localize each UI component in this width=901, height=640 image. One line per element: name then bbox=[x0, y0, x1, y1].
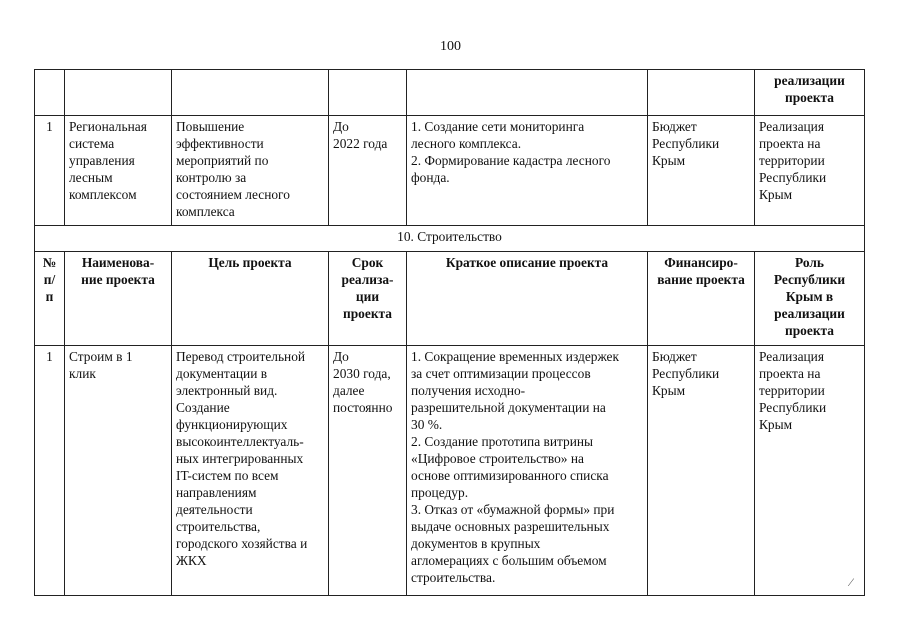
cell-description: 1. Сокращение временных издержек за счет оптимизации процессов получения исходно- разрешительной документации на 30 %. 2. Создание прототипа витрины «Цифровое строительство» на основе оптимизированного списка процедур. 3. Отказ от «бумажной формы» при выдаче основных разрешительных документов в крупных агломерациях с большим объемом строительства. bbox=[407, 346, 648, 596]
table-row-continued bbox=[35, 70, 865, 116]
scan-mark: ⁄ bbox=[850, 575, 853, 589]
cell-num: 1 bbox=[35, 346, 65, 596]
cell-financing bbox=[648, 70, 755, 116]
cell-num: 1 bbox=[35, 116, 65, 226]
header-description: Краткое описание проекта bbox=[407, 252, 648, 346]
table-row-forest-project bbox=[35, 116, 865, 226]
cell-term: До 2022 года bbox=[329, 116, 407, 226]
header-num: № п/ п bbox=[35, 252, 65, 346]
cell-goal bbox=[172, 70, 329, 116]
cell-name bbox=[65, 70, 172, 116]
cell-financing: Бюджет Республики Крым bbox=[648, 116, 755, 226]
cell-goal: Перевод строительной документации в электронный вид. Создание функционирующих высокоинтеллектуаль- ных интегрированных IT-систем по всем направлениям деятельности строительства, городского хозяйства и ЖКХ bbox=[172, 346, 329, 596]
cell-role: Реализация проекта на территории Республики Крым bbox=[755, 346, 865, 596]
cell-description bbox=[407, 70, 648, 116]
header-goal: Цель проекта bbox=[172, 252, 329, 346]
table-row-construction-project bbox=[35, 346, 865, 596]
section-title: 10. Строительство bbox=[35, 226, 865, 252]
cell-term: До 2030 года, далее постоянно bbox=[329, 346, 407, 596]
cell-num bbox=[35, 70, 65, 116]
header-name: Наименова- ние проекта bbox=[65, 252, 172, 346]
table-header-row bbox=[35, 252, 865, 346]
header-financing: Финансиро- вание проекта bbox=[648, 252, 755, 346]
cell-financing: Бюджет Республики Крым bbox=[648, 346, 755, 596]
cell-role-continued: реализации проекта bbox=[755, 70, 865, 116]
page-number: 100 bbox=[440, 39, 461, 54]
table-row-section bbox=[35, 226, 865, 252]
cell-description: 1. Создание сети мониторинга лесного комплекса. 2. Формирование кадастра лесного фонда. bbox=[407, 116, 648, 226]
cell-term bbox=[329, 70, 407, 116]
cell-role: Реализация проекта на территории Республики Крым bbox=[755, 116, 865, 226]
cell-name: Строим в 1 клик bbox=[65, 346, 172, 596]
header-role: Роль Республики Крым в реализации проекта bbox=[755, 252, 865, 346]
cell-goal: Повышение эффективности мероприятий по контролю за состоянием лесного комплекса bbox=[172, 116, 329, 226]
header-term: Срок реализа- ции проекта bbox=[329, 252, 407, 346]
projects-table bbox=[34, 69, 865, 596]
cell-name: Региональная система управления лесным комплексом bbox=[65, 116, 172, 226]
